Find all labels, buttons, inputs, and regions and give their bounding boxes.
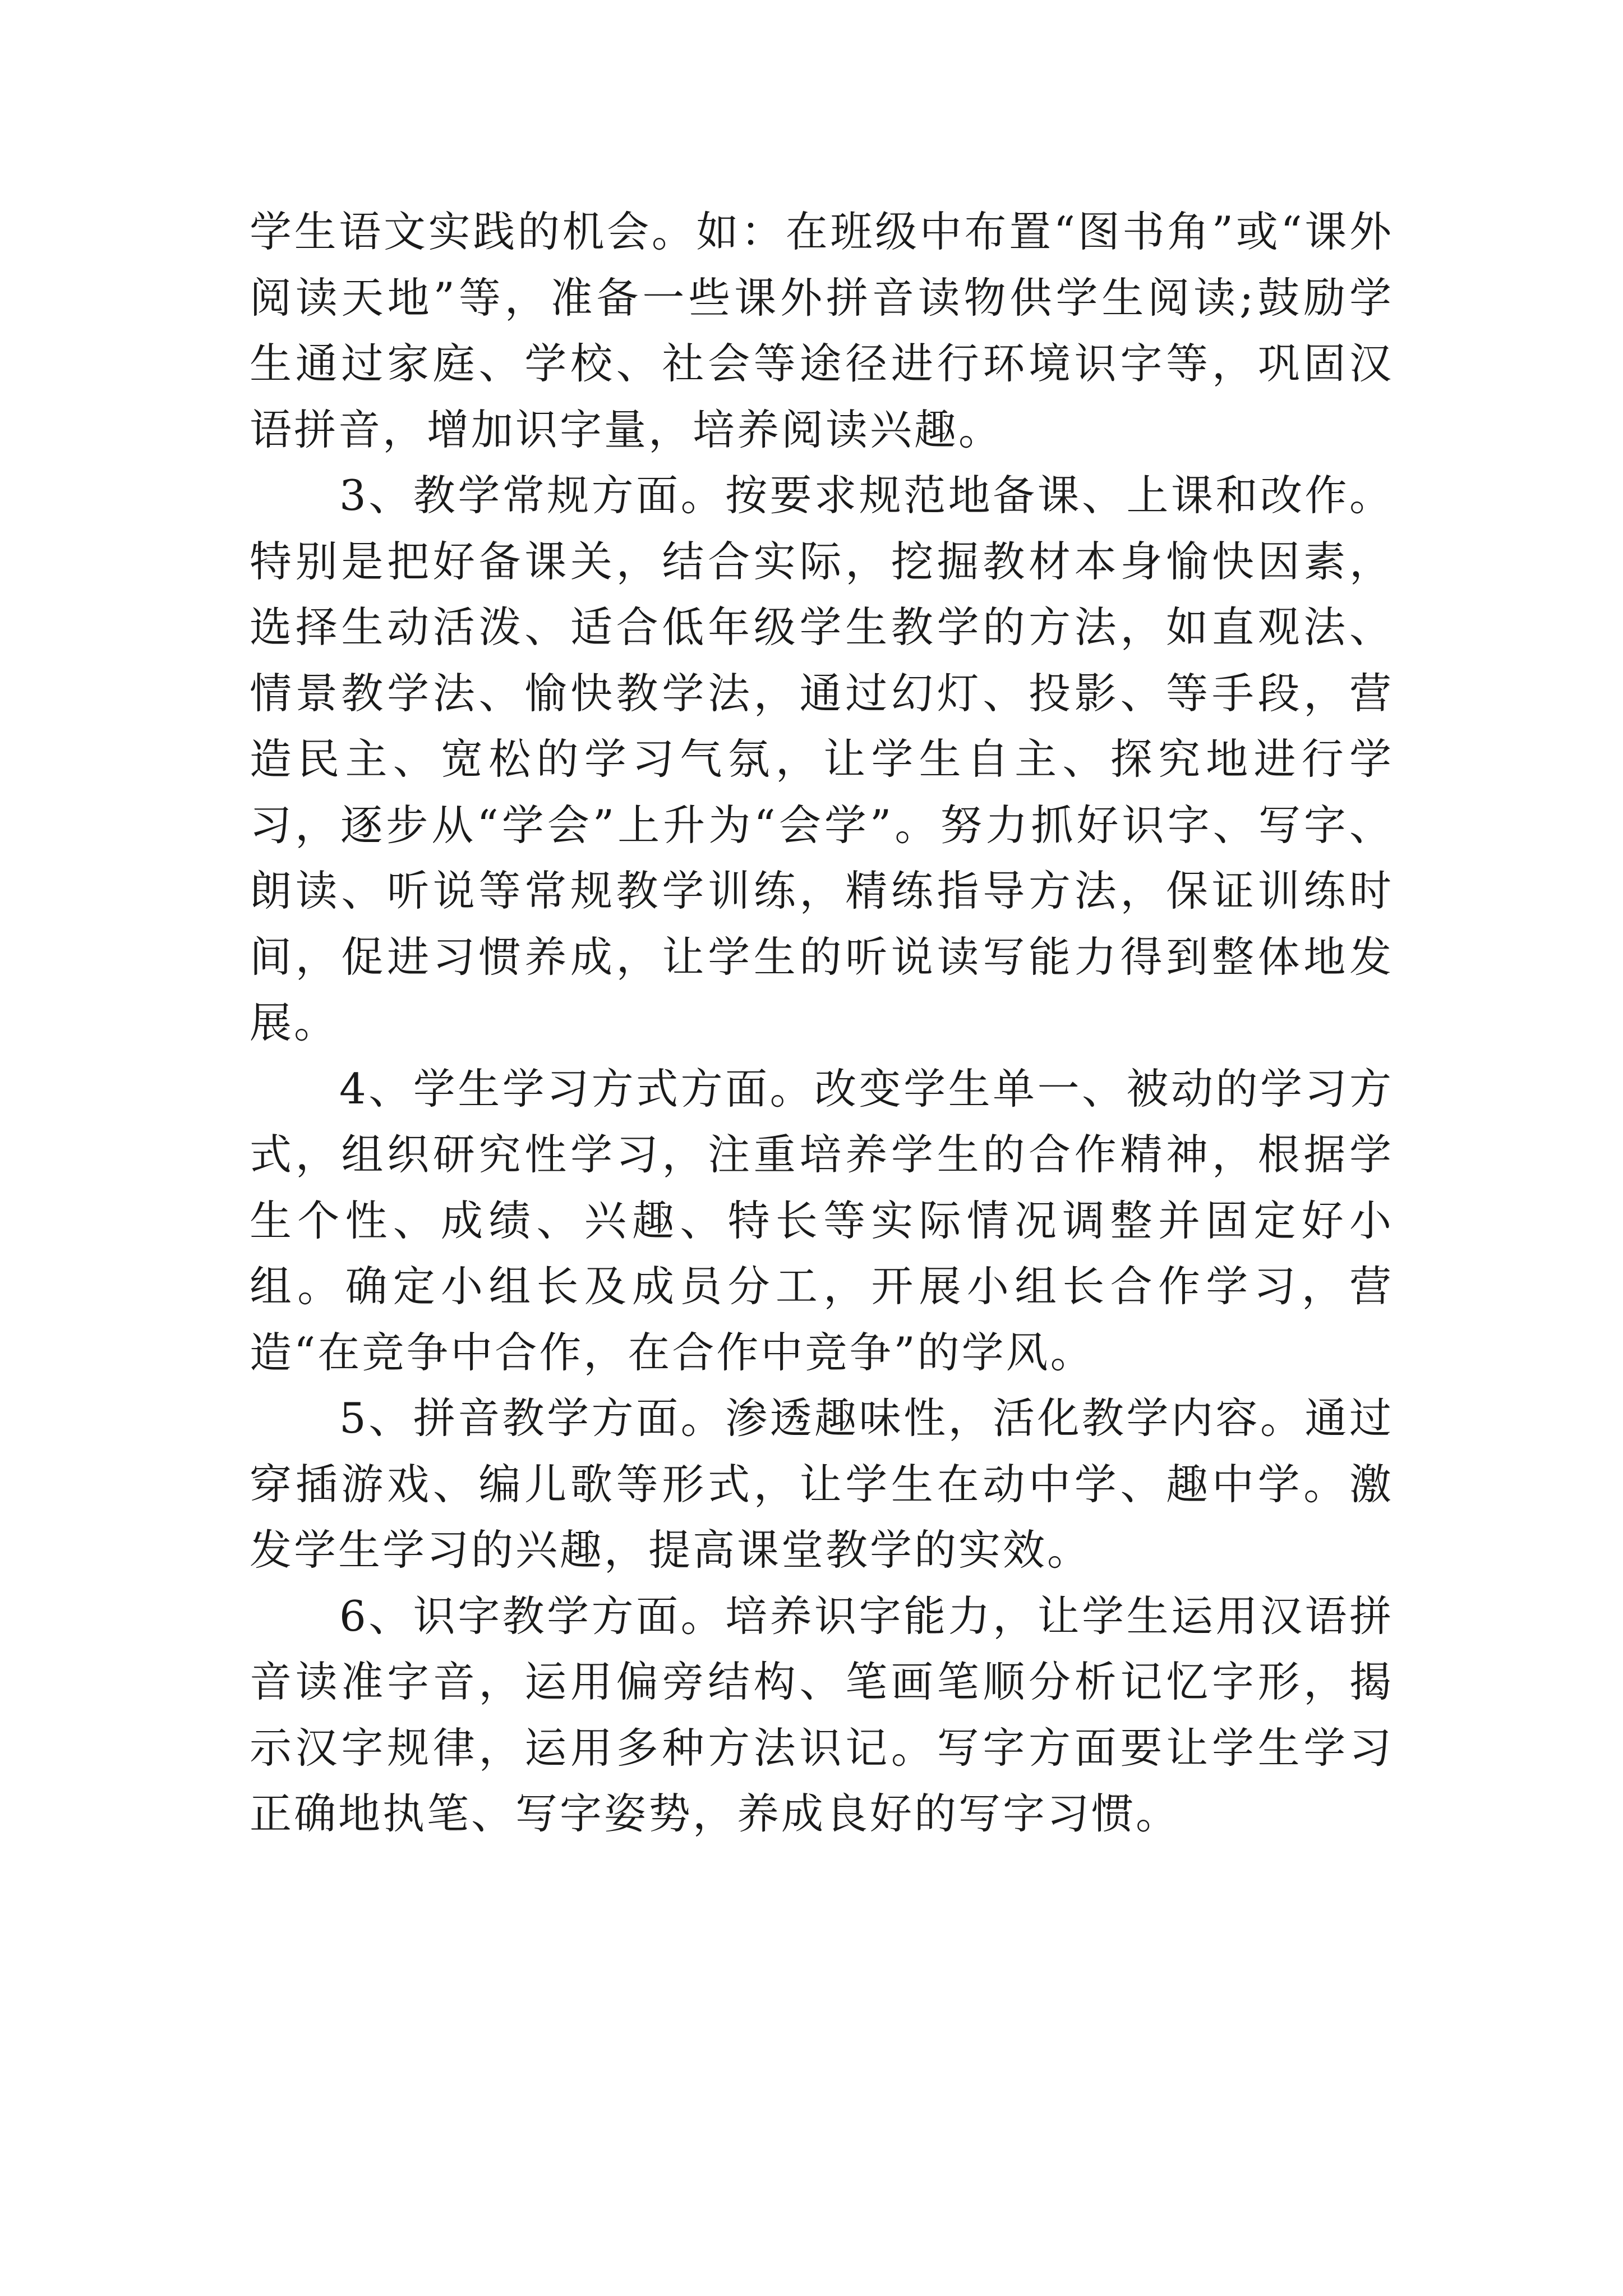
paragraph-learning-style: 4、学生学习方式方面。改变学生单一、被动的学习方式，组织研究性学习，注重培养学生的合作精神，根据学生个性、成绩、兴趣、特长等实际情况调整并固定好小组。确定小组长及成员分工，开展小组长合作学习，营造“在竞争中合作，在合作中竞争”的学风。: [250, 1064, 1394, 1377]
paragraph-continuation: 学生语文实践的机会。如：在班级中布置“图书角”或“课外阅读天地”等，准备一些课外拼音读物供学生阅读;鼓励学生通过家庭、学校、社会等途径进行环境识字等，巩固汉语拼音，增加识字量，培养阅读兴趣。: [250, 207, 1394, 454]
paragraph-character-teaching: 6、识字教学方面。培养识字能力，让学生运用汉语拼音读准字音，运用偏旁结构、笔画笔顺分析记忆字形，揭示汉字规律，运用多种方法识记。写字方面要让学生学习正确地执笔、写字姿势，养成良好的写字习惯。: [250, 1591, 1394, 1838]
document-body: [250, 199, 1394, 1847]
paragraph-pinyin-teaching: 5、拼音教学方面。渗透趣味性，活化教学内容。通过穿插游戏、编儿歌等形式，让学生在动中学、趣中学。激发学生学习的兴趣，提高课堂教学的实效。: [250, 1393, 1394, 1575]
paragraph-teaching-routine: 3、教学常规方面。按要求规范地备课、上课和改作。特别是把好备课关，结合实际，挖掘教材本身愉快因素，选择生动活泼、适合低年级学生教学的方法，如直观法、情景教学法、愉快教学法，通过幻灯、投影、等手段，营造民主、宽松的学习气氛，让学生自主、探究地进行学习，逐步从“学会”上升为“会学”。努力抓好识字、写字、朗读、听说等常规教学训练，精练指导方法，保证训练时间，促进习惯养成，让学生的听说读写能力得到整体地发展。: [250, 471, 1394, 1047]
